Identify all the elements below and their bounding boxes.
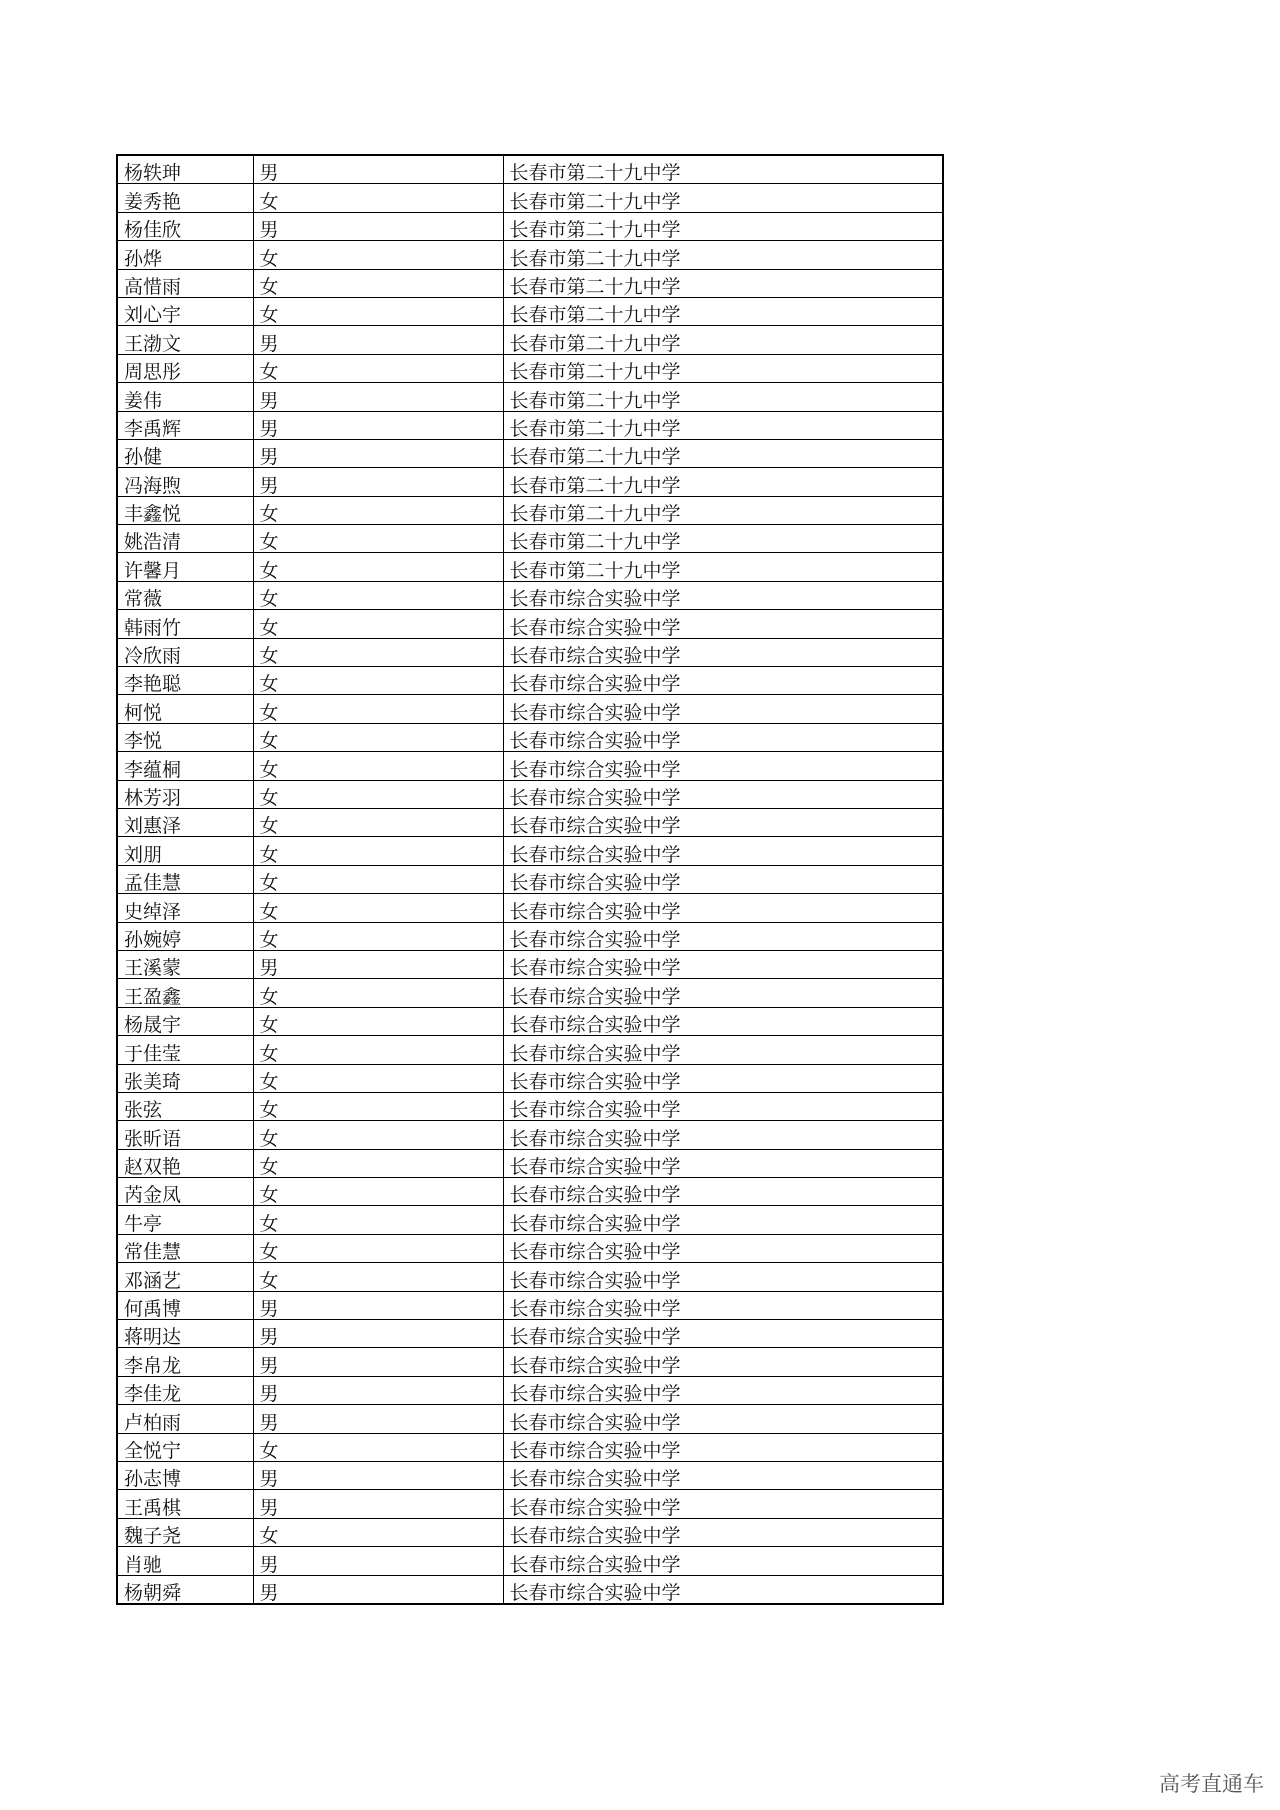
name-cell: 赵双艳 <box>117 1149 253 1177</box>
name-cell: 孙烨 <box>117 241 253 269</box>
school-cell: 长春市综合实验中学 <box>503 1291 943 1319</box>
name-cell: 林芳羽 <box>117 780 253 808</box>
name-cell: 李佳龙 <box>117 1376 253 1404</box>
table-row <box>117 752 943 780</box>
table-row <box>117 1490 943 1518</box>
school-cell: 长春市综合实验中学 <box>503 1092 943 1120</box>
school-cell: 长春市综合实验中学 <box>503 922 943 950</box>
table-row <box>117 1092 943 1120</box>
name-cell: 李禹辉 <box>117 411 253 439</box>
table-row <box>117 1036 943 1064</box>
gender-cell: 女 <box>253 1149 503 1177</box>
table-row <box>117 1263 943 1291</box>
gender-cell: 女 <box>253 780 503 808</box>
table-row <box>117 979 943 1007</box>
table-row <box>117 439 943 467</box>
name-cell: 王禹棋 <box>117 1490 253 1518</box>
table-row <box>117 638 943 666</box>
name-cell: 于佳莹 <box>117 1036 253 1064</box>
gender-cell: 女 <box>253 297 503 325</box>
table-row <box>117 155 943 184</box>
school-cell: 长春市综合实验中学 <box>503 1036 943 1064</box>
table-row <box>117 695 943 723</box>
name-cell: 刘心宇 <box>117 297 253 325</box>
table-row <box>117 383 943 411</box>
school-cell: 长春市综合实验中学 <box>503 1007 943 1035</box>
name-cell: 全悦宁 <box>117 1433 253 1461</box>
gender-cell: 女 <box>253 1007 503 1035</box>
table-row <box>117 1291 943 1319</box>
gender-cell: 女 <box>253 1064 503 1092</box>
school-cell: 长春市综合实验中学 <box>503 723 943 751</box>
school-cell: 长春市综合实验中学 <box>503 1376 943 1404</box>
school-cell: 长春市第二十九中学 <box>503 297 943 325</box>
table-row <box>117 269 943 297</box>
school-cell: 长春市综合实验中学 <box>503 1149 943 1177</box>
name-cell: 蒋明达 <box>117 1320 253 1348</box>
table-row <box>117 1121 943 1149</box>
table-row <box>117 922 943 950</box>
name-cell: 李艳聪 <box>117 667 253 695</box>
school-cell: 长春市综合实验中学 <box>503 581 943 609</box>
table-row <box>117 950 943 978</box>
gender-cell: 女 <box>253 695 503 723</box>
table-row <box>117 1149 943 1177</box>
gender-cell: 女 <box>253 1206 503 1234</box>
school-cell: 长春市综合实验中学 <box>503 950 943 978</box>
table-row <box>117 184 943 212</box>
table-body <box>117 155 943 1604</box>
name-cell: 常佳慧 <box>117 1234 253 1262</box>
name-cell: 李悦 <box>117 723 253 751</box>
table-row <box>117 1320 943 1348</box>
school-cell: 长春市综合实验中学 <box>503 1234 943 1262</box>
gender-cell: 女 <box>253 1036 503 1064</box>
table-row <box>117 808 943 836</box>
name-cell: 丰鑫悦 <box>117 496 253 524</box>
name-cell: 邓涵艺 <box>117 1263 253 1291</box>
gender-cell: 女 <box>253 553 503 581</box>
gender-cell: 男 <box>253 439 503 467</box>
school-cell: 长春市第二十九中学 <box>503 212 943 240</box>
gender-cell: 女 <box>253 1121 503 1149</box>
school-cell: 长春市第二十九中学 <box>503 241 943 269</box>
gender-cell: 女 <box>253 865 503 893</box>
name-cell: 李帛龙 <box>117 1348 253 1376</box>
table-row <box>117 241 943 269</box>
table-row <box>117 411 943 439</box>
school-cell: 长春市综合实验中学 <box>503 1575 943 1604</box>
school-cell: 长春市综合实验中学 <box>503 808 943 836</box>
school-cell: 长春市综合实验中学 <box>503 1348 943 1376</box>
school-cell: 长春市第二十九中学 <box>503 525 943 553</box>
school-cell: 长春市综合实验中学 <box>503 1547 943 1575</box>
name-cell: 杨晟宇 <box>117 1007 253 1035</box>
table-row <box>117 894 943 922</box>
name-cell: 张昕语 <box>117 1121 253 1149</box>
gender-cell: 女 <box>253 1433 503 1461</box>
table-row <box>117 780 943 808</box>
gender-cell: 女 <box>253 752 503 780</box>
school-cell: 长春市综合实验中学 <box>503 695 943 723</box>
school-cell: 长春市综合实验中学 <box>503 1461 943 1489</box>
school-cell: 长春市综合实验中学 <box>503 667 943 695</box>
table-row <box>117 1206 943 1234</box>
school-cell: 长春市综合实验中学 <box>503 610 943 638</box>
name-cell: 牛亭 <box>117 1206 253 1234</box>
table-row <box>117 1064 943 1092</box>
gender-cell: 女 <box>253 979 503 1007</box>
table-row <box>117 723 943 751</box>
school-cell: 长春市第二十九中学 <box>503 269 943 297</box>
table-row <box>117 468 943 496</box>
school-cell: 长春市第二十九中学 <box>503 354 943 382</box>
gender-cell: 女 <box>253 1234 503 1262</box>
gender-cell: 女 <box>253 837 503 865</box>
gender-cell: 女 <box>253 610 503 638</box>
gender-cell: 男 <box>253 212 503 240</box>
table-row <box>117 297 943 325</box>
name-cell: 杨佳欣 <box>117 212 253 240</box>
school-cell: 长春市第二十九中学 <box>503 326 943 354</box>
school-cell: 长春市综合实验中学 <box>503 1405 943 1433</box>
gender-cell: 男 <box>253 411 503 439</box>
school-cell: 长春市第二十九中学 <box>503 496 943 524</box>
table-row <box>117 1405 943 1433</box>
school-cell: 长春市综合实验中学 <box>503 1263 943 1291</box>
school-cell: 长春市综合实验中学 <box>503 1320 943 1348</box>
school-cell: 长春市第二十九中学 <box>503 383 943 411</box>
gender-cell: 女 <box>253 808 503 836</box>
gender-cell: 男 <box>253 1490 503 1518</box>
name-cell: 何禹博 <box>117 1291 253 1319</box>
name-cell: 姚浩清 <box>117 525 253 553</box>
name-cell: 孟佳慧 <box>117 865 253 893</box>
table-row <box>117 1234 943 1262</box>
table-row <box>117 496 943 524</box>
table-row <box>117 212 943 240</box>
school-cell: 长春市第二十九中学 <box>503 468 943 496</box>
name-cell: 张弦 <box>117 1092 253 1120</box>
table-row <box>117 1575 943 1604</box>
gender-cell: 女 <box>253 354 503 382</box>
table-row <box>117 865 943 893</box>
gender-cell: 女 <box>253 667 503 695</box>
school-cell: 长春市综合实验中学 <box>503 865 943 893</box>
table-row <box>117 553 943 581</box>
table-row <box>117 1461 943 1489</box>
name-cell: 魏子尧 <box>117 1518 253 1546</box>
table-row <box>117 610 943 638</box>
gender-cell: 男 <box>253 1348 503 1376</box>
gender-cell: 女 <box>253 525 503 553</box>
gender-cell: 男 <box>253 468 503 496</box>
school-cell: 长春市综合实验中学 <box>503 752 943 780</box>
gender-cell: 男 <box>253 950 503 978</box>
table-row <box>117 1178 943 1206</box>
school-cell: 长春市第二十九中学 <box>503 411 943 439</box>
school-cell: 长春市综合实验中学 <box>503 1064 943 1092</box>
gender-cell: 女 <box>253 1263 503 1291</box>
school-cell: 长春市第二十九中学 <box>503 439 943 467</box>
table-grid <box>116 154 944 1605</box>
name-cell: 韩雨竹 <box>117 610 253 638</box>
name-cell: 孙婉婷 <box>117 922 253 950</box>
name-cell: 卢柏雨 <box>117 1405 253 1433</box>
name-cell: 王盈鑫 <box>117 979 253 1007</box>
name-cell: 柯悦 <box>117 695 253 723</box>
name-cell: 王渤文 <box>117 326 253 354</box>
name-cell: 刘朋 <box>117 837 253 865</box>
school-cell: 长春市第二十九中学 <box>503 155 943 184</box>
gender-cell: 男 <box>253 1291 503 1319</box>
gender-cell: 女 <box>253 184 503 212</box>
school-cell: 长春市综合实验中学 <box>503 837 943 865</box>
table-row <box>117 1376 943 1404</box>
school-cell: 长春市综合实验中学 <box>503 1121 943 1149</box>
gender-cell: 女 <box>253 269 503 297</box>
table-row <box>117 667 943 695</box>
name-cell: 许馨月 <box>117 553 253 581</box>
name-cell: 李蕴桐 <box>117 752 253 780</box>
school-cell: 长春市综合实验中学 <box>503 979 943 1007</box>
school-cell: 长春市第二十九中学 <box>503 184 943 212</box>
name-cell: 姜秀艳 <box>117 184 253 212</box>
school-cell: 长春市综合实验中学 <box>503 638 943 666</box>
gender-cell: 女 <box>253 638 503 666</box>
name-cell: 冷欣雨 <box>117 638 253 666</box>
name-cell: 姜伟 <box>117 383 253 411</box>
school-cell: 长春市综合实验中学 <box>503 1206 943 1234</box>
name-cell: 常薇 <box>117 581 253 609</box>
gender-cell: 男 <box>253 326 503 354</box>
table-row <box>117 1547 943 1575</box>
school-cell: 长春市综合实验中学 <box>503 1490 943 1518</box>
table-row <box>117 1433 943 1461</box>
student-list-table <box>116 154 942 1605</box>
name-cell: 孙健 <box>117 439 253 467</box>
name-cell: 张美琦 <box>117 1064 253 1092</box>
name-cell: 周思彤 <box>117 354 253 382</box>
watermark-text: 高考直通车 <box>1159 1772 1264 1796</box>
table-row <box>117 581 943 609</box>
gender-cell: 男 <box>253 383 503 411</box>
gender-cell: 女 <box>253 581 503 609</box>
gender-cell: 女 <box>253 241 503 269</box>
name-cell: 冯海煦 <box>117 468 253 496</box>
gender-cell: 男 <box>253 1575 503 1604</box>
school-cell: 长春市综合实验中学 <box>503 1518 943 1546</box>
name-cell: 史绰泽 <box>117 894 253 922</box>
name-cell: 杨朝舜 <box>117 1575 253 1604</box>
gender-cell: 女 <box>253 723 503 751</box>
name-cell: 肖驰 <box>117 1547 253 1575</box>
name-cell: 孙志博 <box>117 1461 253 1489</box>
table-row <box>117 354 943 382</box>
school-cell: 长春市第二十九中学 <box>503 553 943 581</box>
school-cell: 长春市综合实验中学 <box>503 894 943 922</box>
table-row <box>117 326 943 354</box>
name-cell: 王溪蒙 <box>117 950 253 978</box>
gender-cell: 女 <box>253 1178 503 1206</box>
school-cell: 长春市综合实验中学 <box>503 780 943 808</box>
school-cell: 长春市综合实验中学 <box>503 1178 943 1206</box>
gender-cell: 女 <box>253 894 503 922</box>
gender-cell: 女 <box>253 496 503 524</box>
gender-cell: 男 <box>253 1376 503 1404</box>
name-cell: 芮金凤 <box>117 1178 253 1206</box>
name-cell: 刘惠泽 <box>117 808 253 836</box>
name-cell: 高惜雨 <box>117 269 253 297</box>
gender-cell: 女 <box>253 1518 503 1546</box>
school-cell: 长春市综合实验中学 <box>503 1433 943 1461</box>
gender-cell: 女 <box>253 1092 503 1120</box>
gender-cell: 男 <box>253 1405 503 1433</box>
gender-cell: 女 <box>253 922 503 950</box>
table-row <box>117 1348 943 1376</box>
gender-cell: 男 <box>253 1547 503 1575</box>
name-cell: 杨轶珅 <box>117 155 253 184</box>
table-row <box>117 1007 943 1035</box>
gender-cell: 男 <box>253 1320 503 1348</box>
gender-cell: 男 <box>253 155 503 184</box>
table-row <box>117 1518 943 1546</box>
gender-cell: 男 <box>253 1461 503 1489</box>
table-row <box>117 525 943 553</box>
table-row <box>117 837 943 865</box>
